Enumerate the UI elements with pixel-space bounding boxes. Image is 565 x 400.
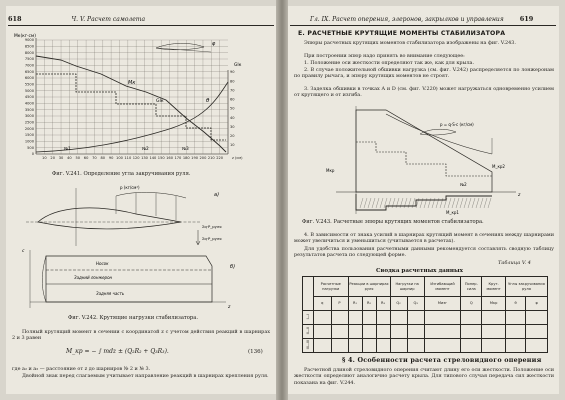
right-para-6: Расчетной длиной стреловидного оперения считают длину его оси жесткости. Положение оси жесткости определяют аналогично расчету крыла. Для типового случая передача сил жесткости показана на фиг. V.244. (294, 367, 554, 386)
fig241-y-tick: 4000 (24, 101, 34, 106)
fig242-zone-front: Носок (96, 261, 109, 266)
table-row (303, 325, 548, 339)
fig241-y-tick: 6500 (24, 69, 34, 74)
fig243-hatch-line (488, 198, 491, 208)
fig241-x-tick: 130 (141, 156, 148, 160)
fig241-x-tick: 10 (42, 156, 47, 160)
header-rule-right (290, 25, 556, 26)
fig243-hatch-line (424, 198, 427, 208)
book-gutter (276, 0, 288, 400)
fig241-y-tick: 7000 (24, 63, 34, 68)
fig243-hatch-line (404, 198, 407, 208)
fig241-x-tick: 140 (149, 156, 157, 160)
fig243-hatch-line (444, 198, 447, 208)
fig241-x-tick: 60 (83, 156, 89, 160)
table-row-label: III—III (303, 339, 314, 353)
fig241-x-tick: 80 (100, 156, 106, 160)
fig243-hatch-line (452, 198, 455, 208)
fig241-caption: Фиг. V.241. Определение угла закручивания руля. (52, 171, 191, 177)
fig241-y-tick: 9000 (24, 38, 34, 43)
fig243-hatch-line (428, 198, 431, 208)
table-corner-cell (303, 277, 314, 311)
fig241-x-tick: 220 (216, 156, 224, 160)
table-cell (505, 339, 525, 353)
table-sub-header: R₂ (362, 297, 376, 311)
table-cell (407, 311, 424, 325)
table-cell (526, 325, 548, 339)
right-page-header (310, 15, 533, 23)
table-cell (362, 325, 376, 339)
table-cell (390, 325, 407, 339)
table-cell (424, 339, 461, 353)
fig241-y-tick: 1500 (24, 133, 34, 138)
left-running-head: Ч. V. Расчет самолета (71, 16, 146, 23)
fig241-y-tick: 6000 (24, 76, 34, 81)
fig241-y-tick: 8500 (24, 44, 34, 49)
fig243-hatch-line (412, 198, 415, 208)
formula-number: (136) (248, 349, 263, 355)
fig243-axis-z: z (518, 193, 521, 198)
fig243-hatch-line (396, 198, 399, 208)
fig243-mkr2: M_кр2 (492, 164, 505, 169)
table-title: Сводка расчетных данных (376, 268, 463, 274)
fig243-caption: Фиг. V.243. Расчетные эпюры крутящих моментов стабилизатора. (302, 219, 484, 225)
section-4-title: § 4. Особенности расчета стреловидного оперения (342, 356, 542, 364)
table-cell (362, 311, 376, 325)
fig241-y-tick: 8000 (24, 50, 34, 55)
fig241-y-tick: 7500 (24, 57, 34, 62)
fig241-x-tick: 50 (75, 156, 81, 160)
fig241-y2-tick: 60 (230, 97, 235, 102)
fig241-y-tick: 1000 (24, 139, 34, 144)
fig241-x-tick: 120 (132, 156, 140, 160)
right-para-4: 4. В зависимости от знака усилий в шарнирах крутящий момент в сечениях между шарнирами может увеличиться и уменьшиться (учитывается в расчетах). (294, 232, 554, 245)
table-cell (390, 311, 407, 325)
right-intro: Эпюры расчетных крутящих моментов стабилизатора изображены на фиг. V.243. (304, 40, 516, 46)
fig242-load-2: Σq·P_руля (202, 224, 222, 229)
table-sub-header: P (331, 297, 348, 311)
table-cell (407, 339, 424, 353)
fig243-hatch-line (380, 198, 383, 208)
fig241-x-tick: 90 (108, 156, 114, 160)
fig243-hatch-line (460, 198, 463, 208)
fig243-hatch-line (364, 198, 367, 208)
fig243-load-label: p = q·S·c (кг/см) (440, 122, 474, 127)
fig242-label-a: а) (214, 192, 220, 198)
right-steps-intro: При построении эпюр надо принять во внимание следующее: (304, 53, 465, 59)
table-group-header: Попер. сила (461, 277, 482, 297)
fig243-hatch-line (420, 198, 423, 208)
fig243-hatch-line (388, 198, 391, 208)
fig243-hatch-line (448, 198, 451, 208)
fig243-hatch-line (384, 198, 387, 208)
fig243-hatch-line (468, 198, 471, 208)
header-rule (8, 25, 274, 26)
table-cell (331, 325, 348, 339)
table-group-header: Изгибающий момент (424, 277, 461, 297)
table-group-header: Реакции в шарнирах руля (348, 277, 390, 297)
table-cell (461, 339, 482, 353)
table-sub-header: R₁ (348, 297, 362, 311)
right-page (288, 6, 559, 394)
fig-242 (16, 184, 266, 312)
fig241-theta-label: θ (206, 98, 210, 104)
table-cell (526, 339, 548, 353)
table-cell (505, 325, 525, 339)
table-sub-header: R₃ (376, 297, 390, 311)
fig241-y2-tick: 90 (230, 70, 235, 75)
table-cell (424, 311, 461, 325)
fig241-x-tick: 30 (58, 156, 64, 160)
fig241-n2: №2 (142, 146, 149, 151)
table-group-header: Расчетные нагрузки (314, 277, 349, 297)
table-group-header: Углы закручивания руля (505, 277, 547, 297)
fig243-hatch-line (408, 198, 411, 208)
fig241-y-axis-label: Мк(кг·см) (14, 34, 36, 39)
torque-formula: M_кр = − ∫ mdz ± (Q₂R₂ + Q₃R₃). (66, 348, 169, 355)
table-cell (331, 339, 348, 353)
fig243-hatch-line (372, 198, 375, 208)
fig241-y2-tick: 80 (230, 79, 235, 84)
fig243-hatch-line (368, 198, 371, 208)
fig241-y2-tick: 10 (230, 143, 235, 148)
fig-241 (6, 30, 276, 170)
table-sub-header: Q (461, 297, 482, 311)
fig241-x-tick: 40 (67, 156, 72, 160)
table-label: Таблица V. 4 (498, 260, 531, 266)
fig242-axis-z: z (228, 305, 231, 310)
fig241-y-tick: 5500 (24, 82, 34, 87)
fig242-axis-c: c (22, 249, 25, 254)
table-cell (348, 339, 362, 353)
fig241-y2-tick: 40 (230, 115, 235, 120)
fig243-hatch-line (392, 198, 395, 208)
fig241-x-axis-label: z (см) (232, 156, 243, 160)
table-group-header: Крут. момент (482, 277, 506, 297)
fig241-n1: №1 (64, 146, 71, 151)
fig241-y-tick: 5000 (24, 88, 34, 93)
fig241-x-tick: 160 (166, 156, 173, 160)
table-sub-header: Q₃ (407, 297, 424, 311)
table-cell (482, 339, 506, 353)
table-cell (376, 311, 390, 325)
table-sub-header: q (314, 297, 332, 311)
table-cell (482, 311, 506, 325)
table-cell (482, 325, 506, 339)
left-para-3: Двойной знак перед слагаемым учитывает направление реакций в шарнирах крепления руля. (22, 373, 269, 379)
fig241-x-tick: 150 (157, 156, 165, 160)
fig243-hatch-line (484, 198, 487, 208)
fig243-mkr: Мкр (326, 168, 335, 173)
fig243-hatch-line (376, 198, 379, 208)
fig241-y-tick: 0 (31, 152, 34, 157)
fig243-hatch-line (416, 198, 419, 208)
fig241-x-tick: 170 (174, 156, 182, 160)
fig241-x-tick: 110 (124, 156, 132, 160)
table-row (303, 311, 548, 325)
table-sub-header: Mизг (424, 297, 461, 311)
table-cell (314, 325, 332, 339)
fig241-y-tick: 4500 (24, 95, 34, 100)
fig-243 (296, 102, 554, 220)
fig241-x-tick: 180 (182, 156, 190, 160)
fig243-hatch-line (400, 198, 403, 208)
table-row (303, 339, 548, 353)
right-step-1: 1. Положение оси жесткости определяют так же, как для крыла. (304, 60, 475, 66)
table-row-label: I—I (303, 311, 314, 325)
right-step-3: 3. Заделка обшивки в точках A и D (см. фиг. V.220) может нагружаться одновременно усилием от крутящего и от изгиба. (294, 86, 554, 99)
fig241-y2-tick: 70 (230, 88, 235, 93)
fig241-gik-label: GIк (156, 99, 164, 104)
fig241-y2-tick: 20 (230, 133, 235, 138)
table-sub-header: φ (526, 297, 548, 311)
table-cell (331, 311, 348, 325)
fig242-caption: Фиг. V.242. Крутящие нагрузки стабилизатора. (68, 315, 198, 321)
fig241-y-tick: 2000 (24, 126, 34, 131)
fig241-x-tick: 100 (116, 156, 123, 160)
fig241-x-tick: 70 (92, 156, 97, 160)
fig242-label-b: б) (230, 264, 236, 270)
fig243-n-label: №2 (460, 182, 467, 187)
fig241-y-tick: 500 (27, 145, 34, 150)
table-cell (505, 311, 525, 325)
fig243-hatch-line (476, 198, 479, 208)
table-cell (424, 325, 461, 339)
right-running-head: Гл. IX. Расчет оперения, элеронов, закрылков и управления (310, 16, 504, 23)
fig241-phi-label: φ (212, 41, 216, 47)
fig243-hatch-line (464, 198, 467, 208)
section-e-title: Е. РАСЧЕТНЫЕ КРУТЯЩИЕ МОМЕНТЫ СТАБИЛИЗАТОРА (298, 30, 506, 37)
left-page-number: 618 (8, 15, 22, 23)
fig243-hatch-line (480, 198, 483, 208)
table-cell (376, 325, 390, 339)
fig242-load-label: p (кг/см²) (120, 185, 140, 190)
table-cell (362, 339, 376, 353)
right-page-number: 619 (519, 15, 534, 23)
fig243-hatch-line (436, 198, 439, 208)
fig241-y2-axis-label: GIк (234, 63, 242, 68)
table-group-header: Нагрузки на шарнир (390, 277, 424, 297)
table-cell (407, 325, 424, 339)
table-cell (314, 339, 332, 353)
table-cell (526, 311, 548, 325)
fig243-hatch-line (456, 198, 459, 208)
fig242-zone-rear: Задняя часть (96, 291, 125, 296)
fig241-y2-tick: 50 (230, 106, 235, 111)
fig241-mk-label: Мк (128, 80, 136, 86)
summary-table (302, 276, 548, 353)
table-sub-header: Мкр (482, 297, 506, 311)
right-step-2: 2. В случае положительной обшивки нагрузка (см. фиг. V.242) распределяется по лонжеронам по правилу рычага, и эпюру крутящих моментов не строят. (294, 67, 554, 80)
fig241-y-tick: 3500 (24, 107, 34, 112)
fig241-y-tick: 3000 (24, 114, 34, 119)
fig243-hatch-line (472, 198, 475, 208)
table-cell (348, 325, 362, 339)
table-sub-header: Q₂ (390, 297, 407, 311)
table-cell (348, 311, 362, 325)
fig243-hatch-line (432, 198, 435, 208)
table-row-label: II—II (303, 325, 314, 339)
fig242-zone-mid: Задний лонжерон (74, 275, 113, 280)
table-cell (461, 325, 482, 339)
table-cell (314, 311, 332, 325)
fig241-x-tick: 20 (50, 156, 55, 160)
fig241-n3: №3 (182, 146, 189, 151)
table-cell (461, 311, 482, 325)
left-para-1: Полный крутящий момент в сечении с координатой z с учетом действия реакций в шарнирах 2 и 3 равен (12, 329, 270, 342)
table-sub-header: θ (505, 297, 525, 311)
left-para-2: где a₂ и a₃ — расстояние от z до шарниров № 2 и № 3. (12, 366, 151, 372)
fig241-x-tick: 200 (199, 156, 207, 160)
fig242-rudder-load: Σq·P_руля (202, 236, 222, 241)
fig241-x-tick: 210 (207, 156, 215, 160)
left-page-header (8, 15, 145, 23)
fig241-y2-tick: 30 (230, 124, 235, 129)
fig243-hatch-line (360, 198, 363, 208)
right-para-5: Для удобства пользования расчетными данными рекомендуется составлять сводную таблицу результатов расчета по следующей форме. (294, 246, 554, 259)
fig243-hatch-line (440, 198, 443, 208)
left-page (6, 6, 276, 394)
fig241-y-tick: 2500 (24, 120, 34, 125)
table-cell (376, 339, 390, 353)
table-cell (390, 339, 407, 353)
fig241-x-tick: 190 (191, 156, 199, 160)
fig243-mkr1: M_кр1 (446, 210, 459, 215)
